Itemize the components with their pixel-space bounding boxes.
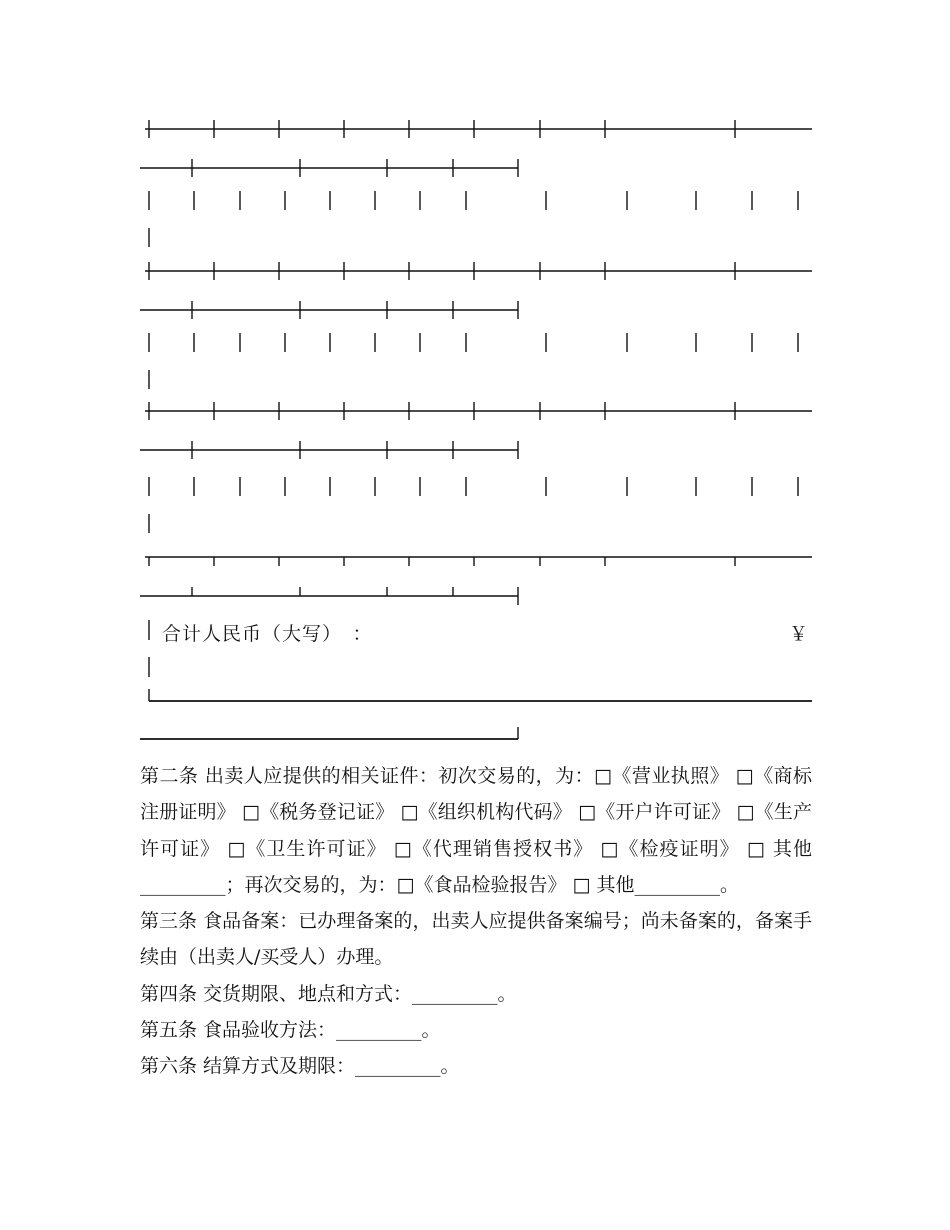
clause-5: 第五条 食品验收方法：_________。 <box>140 1019 441 1042</box>
clause-2: 第二条 出卖人应提供的相关证件：初次交易的，为：□《营业执照》 □《商标注册证明》 □《税务登记证》 □《组织机构代码》 □《开户许可证》 □《生产许可证》 □《卫生许可证》 □《代理销售授权书》 □《检疫证明》 □ 其他_________；再次交易的，为：□《食品检验报告》 □ 其他_________。 <box>140 765 812 896</box>
clause-4: 第四条 交货期限、地点和方式：_________。 <box>140 982 517 1005</box>
currency-symbol: ￥ <box>789 623 809 645</box>
contract-clauses <box>140 758 812 1085</box>
clause-3: 第三条 食品备案：已办理备案的，出卖人应提供备案编号；尚未备案的，备案手续由（出卖人/买受人）办理。 <box>140 910 812 969</box>
clause-6: 第六条 结算方式及期限：_________。 <box>140 1055 460 1078</box>
total-rmb-label: 合计人民币（大写） ： <box>162 623 373 645</box>
